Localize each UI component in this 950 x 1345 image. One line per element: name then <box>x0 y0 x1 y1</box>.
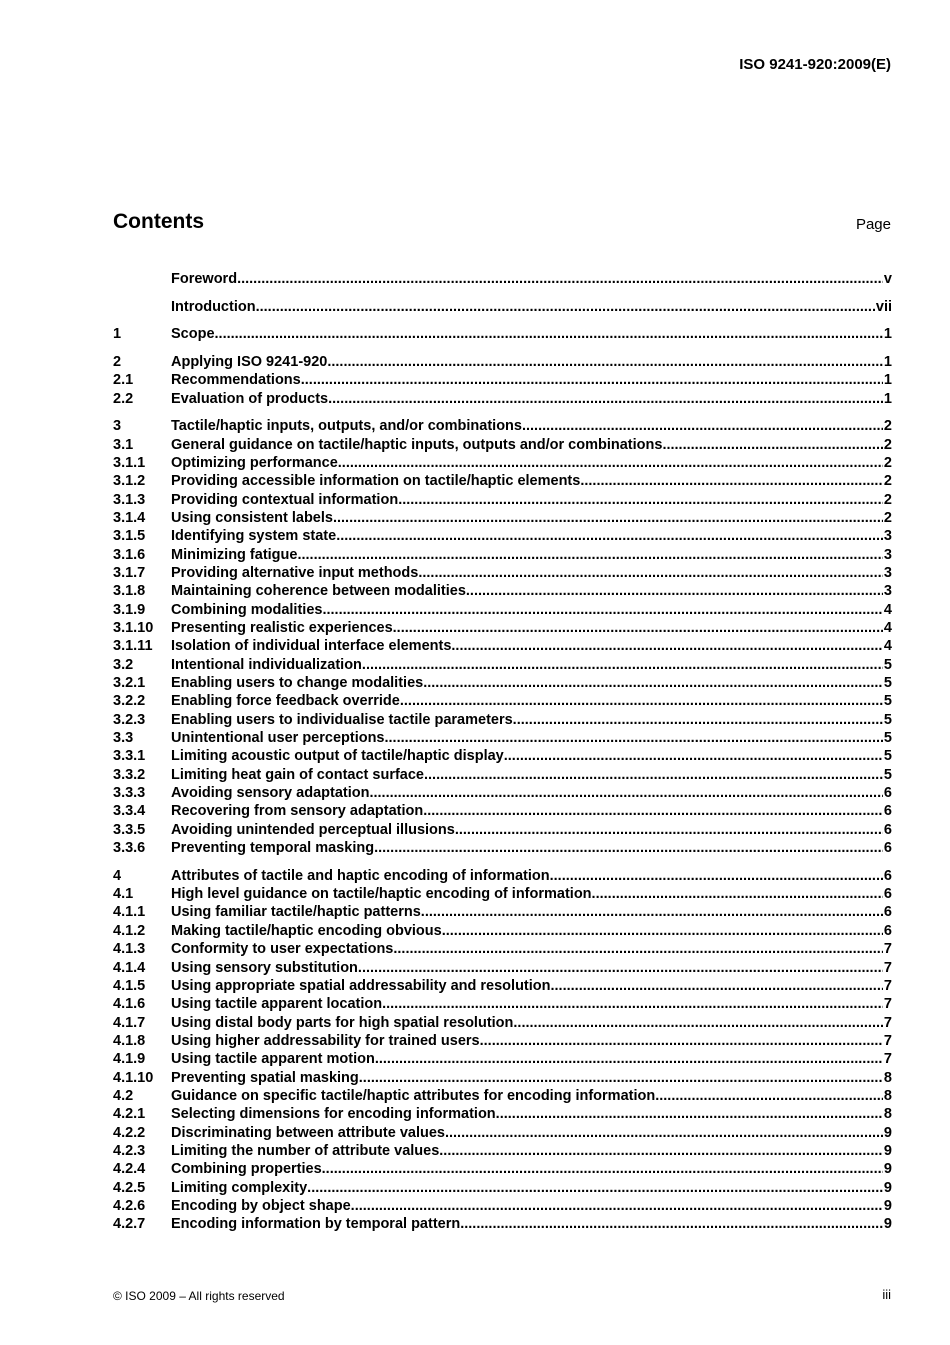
toc-entry-number: 3.3.1 <box>113 748 146 765</box>
toc-entry-number: 3.3.6 <box>113 840 146 857</box>
toc-entry[interactable] <box>113 472 892 490</box>
toc-entry-number: 3.1.1 <box>113 454 146 471</box>
toc-entry-title: General guidance on tactile/haptic inputs, outputs and/or combinations <box>171 436 663 453</box>
toc-entry-page: 8 <box>883 1087 892 1104</box>
toc-entry-page: 9 <box>883 1197 892 1214</box>
toc-leader-dots <box>393 619 883 637</box>
toc-entry-page: 8 <box>883 1106 892 1123</box>
toc-entry[interactable] <box>113 491 892 509</box>
toc-leader-dots <box>336 527 883 545</box>
toc-entry-page: 4 <box>883 620 892 637</box>
toc-leader-dots <box>496 1105 883 1123</box>
toc-entry-page: vii <box>875 298 892 315</box>
toc-leader-dots <box>215 325 883 343</box>
toc-entry-title: Preventing spatial masking <box>171 1069 359 1086</box>
toc-leader-dots <box>338 454 883 472</box>
toc-entry-title: Using consistent labels <box>171 509 333 526</box>
toc-entry[interactable] <box>113 298 892 316</box>
toc-entry-page: 7 <box>883 959 892 976</box>
toc-entry-title: Avoiding unintended perceptual illusions <box>171 821 455 838</box>
toc-entry-title: Using familiar tactile/haptic patterns <box>171 904 421 921</box>
toc-entry[interactable] <box>113 747 892 765</box>
toc-entry[interactable] <box>113 546 892 564</box>
toc-entry[interactable] <box>113 802 892 820</box>
toc-entry-title: Selecting dimensions for encoding information <box>171 1106 496 1123</box>
toc-entry[interactable] <box>113 1032 892 1050</box>
toc-entry[interactable] <box>113 940 892 958</box>
toc-entry-number: 3.1.4 <box>113 509 146 526</box>
toc-entry[interactable] <box>113 371 892 389</box>
toc-entry-title: Preventing temporal masking <box>171 840 375 857</box>
toc-entry-number: 4.2 <box>113 1087 134 1104</box>
toc-entry[interactable] <box>113 454 892 472</box>
toc-leader-dots <box>504 747 883 765</box>
toc-entry[interactable] <box>113 1087 892 1105</box>
toc-entry[interactable] <box>113 582 892 600</box>
toc-entry-title: Using sensory substitution <box>171 959 358 976</box>
toc-leader-dots <box>322 1160 883 1178</box>
toc-entry[interactable] <box>113 903 892 921</box>
toc-entry-title: Minimizing fatigue <box>171 546 298 563</box>
toc-entry-number: 4.1.9 <box>113 1051 146 1068</box>
toc-leader-dots <box>445 1124 883 1142</box>
toc-entry[interactable] <box>113 637 892 655</box>
toc-entry[interactable] <box>113 784 892 802</box>
toc-entry[interactable] <box>113 1215 892 1233</box>
toc-entry-page: 5 <box>883 730 892 747</box>
toc-entry[interactable] <box>113 1105 892 1123</box>
toc-entry-page: 9 <box>883 1161 892 1178</box>
toc-entry-page: 6 <box>883 904 892 921</box>
toc-entry[interactable] <box>113 922 892 940</box>
table-of-contents <box>113 270 892 1234</box>
toc-entry-number: 4.1 <box>113 886 134 903</box>
toc-entry-number: 4.2.3 <box>113 1142 146 1159</box>
toc-entry-title: Using appropriate spatial addressability and resolution <box>171 977 551 994</box>
toc-entry-title: Enabling users to individualise tactile parameters <box>171 711 513 728</box>
toc-entry-number: 4.1.3 <box>113 941 146 958</box>
toc-leader-dots <box>580 472 883 490</box>
toc-leader-dots <box>374 839 883 857</box>
page-title: Contents <box>113 210 204 233</box>
toc-entry-number: 3.2.2 <box>113 693 146 710</box>
toc-entry[interactable] <box>113 867 892 885</box>
toc-entry-number: 3.1.8 <box>113 583 146 600</box>
toc-entry-page: 7 <box>883 996 892 1013</box>
toc-entry-title: Identifying system state <box>171 528 337 545</box>
toc-entry-title: Combining properties <box>171 1161 322 1178</box>
toc-entry-page: 5 <box>883 656 892 673</box>
toc-leader-dots <box>398 491 883 509</box>
toc-entry-title: Limiting complexity <box>171 1179 308 1196</box>
toc-entry-title: Tactile/haptic inputs, outputs, and/or combinations <box>171 418 522 435</box>
toc-leader-dots <box>662 436 882 454</box>
toc-leader-dots <box>400 692 883 710</box>
toc-entry-page: 4 <box>883 638 892 655</box>
toc-entry[interactable] <box>113 1124 892 1142</box>
toc-entry[interactable] <box>113 839 892 857</box>
toc-entry-number: 4.1.6 <box>113 996 146 1013</box>
toc-leader-dots <box>328 390 883 408</box>
toc-leader-dots <box>592 885 883 903</box>
toc-entry-title: Enabling force feedback override <box>171 693 400 710</box>
page-number: iii <box>882 1287 891 1302</box>
toc-entry[interactable] <box>113 977 892 995</box>
toc-leader-dots <box>423 674 883 692</box>
toc-entry-page: 7 <box>883 1032 892 1049</box>
toc-entry[interactable] <box>113 1197 892 1215</box>
toc-entry-page: 7 <box>883 941 892 958</box>
toc-entry-title: Isolation of individual interface elements <box>171 638 452 655</box>
toc-entry-title: Using distal body parts for high spatial resolution <box>171 1014 514 1031</box>
page-column-label: Page <box>855 216 891 233</box>
toc-leader-dots <box>655 1087 883 1105</box>
toc-entry-title: Intentional individualization <box>171 656 362 673</box>
toc-entry-number: 3.3.5 <box>113 821 146 838</box>
toc-entry-title: Recovering from sensory adaptation <box>171 803 424 820</box>
toc-entry-number: 3.1.6 <box>113 546 146 563</box>
toc-entry-number: 2.2 <box>113 390 134 407</box>
toc-leader-dots <box>375 1050 883 1068</box>
toc-entry-page: 7 <box>883 977 892 994</box>
toc-entry-title: High level guidance on tactile/haptic encoding of information <box>171 886 592 903</box>
toc-entry-title: Making tactile/haptic encoding obvious <box>171 922 442 939</box>
toc-entry-page: 6 <box>883 922 892 939</box>
toc-leader-dots <box>297 546 882 564</box>
toc-leader-dots <box>513 711 883 729</box>
toc-entry-page: 6 <box>883 840 892 857</box>
toc-leader-dots <box>423 802 883 820</box>
toc-leader-dots <box>551 977 883 995</box>
toc-entry-page: 6 <box>883 867 892 884</box>
toc-entry[interactable] <box>113 390 892 408</box>
toc-entry-number: 3.2 <box>113 656 134 673</box>
toc-leader-dots <box>451 637 883 655</box>
toc-entry-title: Limiting heat gain of contact surface <box>171 766 424 783</box>
toc-entry[interactable] <box>113 325 892 343</box>
toc-entry-title: Attributes of tactile and haptic encoding of information <box>171 867 550 884</box>
toc-entry-number: 3 <box>113 418 122 435</box>
toc-entry[interactable] <box>113 601 892 619</box>
toc-entry-number: 2.1 <box>113 372 134 389</box>
toc-entry-title: Unintentional user perceptions <box>171 730 385 747</box>
toc-leader-dots <box>385 729 883 747</box>
toc-entry-page: 2 <box>883 491 892 508</box>
toc-entry-page: 4 <box>883 601 892 618</box>
toc-entry[interactable] <box>113 711 892 729</box>
toc-leader-dots <box>550 867 883 885</box>
toc-entry-number: 3.1 <box>113 436 134 453</box>
toc-entry-title: Discriminating between attribute values <box>171 1124 445 1141</box>
toc-entry-number: 3.2.1 <box>113 675 146 692</box>
toc-entry-page: 9 <box>883 1124 892 1141</box>
toc-entry-page: 6 <box>883 803 892 820</box>
toc-entry-number: 3.1.2 <box>113 473 146 490</box>
toc-entry-number: 3.1.3 <box>113 491 146 508</box>
toc-entry-page: 8 <box>883 1069 892 1086</box>
toc-entry-number: 3.1.9 <box>113 601 146 618</box>
toc-leader-dots <box>359 1069 883 1087</box>
toc-entry-page: 9 <box>883 1142 892 1159</box>
toc-leader-dots <box>322 601 882 619</box>
toc-leader-dots <box>513 1014 883 1032</box>
toc-leader-dots <box>362 656 883 674</box>
toc-entry-page: v <box>883 271 892 287</box>
toc-entry-title: Encoding by object shape <box>171 1197 351 1214</box>
toc-leader-dots <box>480 1032 883 1050</box>
toc-entry[interactable] <box>113 1050 892 1068</box>
toc-entry[interactable] <box>113 353 892 371</box>
toc-entry-page: 7 <box>883 1014 892 1031</box>
toc-entry-title: Scope <box>171 326 215 343</box>
toc-entry-title: Introduction <box>171 298 256 315</box>
toc-entry-number: 4.2.5 <box>113 1179 146 1196</box>
toc-entry-number: 4.1.4 <box>113 959 146 976</box>
toc-entry-page: 5 <box>883 693 892 710</box>
toc-entry-page: 6 <box>883 886 892 903</box>
toc-entry-number: 3.3.2 <box>113 766 146 783</box>
toc-entry-title: Limiting the number of attribute values <box>171 1142 440 1159</box>
toc-entry[interactable] <box>113 885 892 903</box>
toc-entry[interactable] <box>113 1160 892 1178</box>
toc-entry-page: 5 <box>883 711 892 728</box>
toc-entry-number: 2 <box>113 353 122 370</box>
toc-entry[interactable] <box>113 1179 892 1197</box>
toc-leader-dots <box>307 1179 883 1197</box>
toc-entry-page: 7 <box>883 1051 892 1068</box>
copyright-footer: © ISO 2009 – All rights reserved <box>113 1289 285 1303</box>
toc-entry-number: 3.1.7 <box>113 565 146 581</box>
toc-leader-dots <box>442 922 883 940</box>
toc-entry-page: 3 <box>883 546 892 563</box>
toc-entry[interactable] <box>113 674 892 692</box>
toc-entry-number: 3.1.11 <box>113 638 153 655</box>
toc-leader-dots <box>466 582 883 600</box>
toc-entry[interactable] <box>113 527 892 545</box>
toc-leader-dots <box>351 1197 883 1215</box>
toc-leader-dots <box>424 766 883 784</box>
toc-entry-title: Providing contextual information <box>171 491 399 508</box>
toc-entry-title: Evaluation of products <box>171 390 329 407</box>
toc-entry-page: 1 <box>883 353 892 370</box>
toc-entry-title: Recommendations <box>171 372 301 389</box>
toc-entry-title: Providing accessible information on tactile/haptic elements <box>171 473 581 490</box>
toc-entry-page: 5 <box>883 675 892 692</box>
toc-leader-dots <box>333 509 883 527</box>
toc-entry-number: 4.1.8 <box>113 1032 146 1049</box>
toc-entry-title: Using higher addressability for trained users <box>171 1032 480 1049</box>
toc-entry-page: 6 <box>883 821 892 838</box>
toc-entry-title: Combining modalities <box>171 601 323 618</box>
toc-entry-title: Providing alternative input methods <box>171 565 419 581</box>
toc-entry[interactable] <box>113 270 892 288</box>
toc-entry[interactable] <box>113 417 892 435</box>
toc-entry-number: 4.1.1 <box>113 904 146 921</box>
toc-leader-dots <box>382 995 883 1013</box>
toc-entry-page: 1 <box>883 372 892 389</box>
toc-entry[interactable] <box>113 509 892 527</box>
toc-leader-dots <box>418 564 883 582</box>
toc-entry-title: Encoding information by temporal pattern <box>171 1216 461 1233</box>
toc-leader-dots <box>421 903 883 921</box>
toc-entry-title: Applying ISO 9241-920 <box>171 353 328 370</box>
toc-entry-page: 3 <box>883 583 892 600</box>
toc-entry-page: 9 <box>883 1179 892 1196</box>
toc-entry[interactable] <box>113 436 892 454</box>
toc-entry-page: 9 <box>883 1216 892 1233</box>
toc-entry-title: Using tactile apparent motion <box>171 1051 375 1068</box>
toc-entry[interactable] <box>113 692 892 710</box>
toc-entry[interactable] <box>113 959 892 977</box>
toc-entry-title: Conformity to user expectations <box>171 941 394 958</box>
toc-entry-number: 4.2.7 <box>113 1216 146 1233</box>
toc-entry-number: 4.2.6 <box>113 1197 146 1214</box>
toc-entry-title: Maintaining coherence between modalities <box>171 583 466 600</box>
toc-entry-title: Guidance on specific tactile/haptic attributes for encoding information <box>171 1087 656 1104</box>
toc-entry-page: 2 <box>883 473 892 490</box>
toc-entry[interactable] <box>113 564 892 582</box>
toc-entry[interactable] <box>113 1069 892 1087</box>
toc-entry-page: 2 <box>883 418 892 435</box>
toc-entry-number: 3.1.10 <box>113 620 154 637</box>
toc-entry-number: 3.1.5 <box>113 528 146 545</box>
toc-entry-title: Avoiding sensory adaptation <box>171 785 370 802</box>
toc-entry-number: 1 <box>113 326 122 343</box>
toc-leader-dots <box>327 353 883 371</box>
toc-entry-number: 3.3 <box>113 730 134 747</box>
toc-entry[interactable] <box>113 729 892 747</box>
toc-entry-page: 6 <box>883 785 892 802</box>
toc-leader-dots <box>460 1215 883 1233</box>
toc-entry-title: Presenting realistic experiences <box>171 620 393 637</box>
toc-entry-title: Optimizing performance <box>171 454 338 471</box>
toc-leader-dots <box>439 1142 883 1160</box>
toc-entry-title: Foreword <box>171 271 238 287</box>
toc-entry[interactable] <box>113 766 892 784</box>
toc-entry-title: Limiting acoustic output of tactile/haptic display <box>171 748 504 765</box>
toc-entry[interactable] <box>113 1014 892 1032</box>
toc-entry-title: Enabling users to change modalities <box>171 675 424 692</box>
toc-entry-page: 5 <box>883 766 892 783</box>
toc-entry-number: 4.1.10 <box>113 1069 154 1086</box>
toc-entry-page: 2 <box>883 436 892 453</box>
toc-leader-dots <box>256 298 875 316</box>
toc-entry-number: 3.2.3 <box>113 711 146 728</box>
toc-entry[interactable] <box>113 656 892 674</box>
toc-entry-number: 4.1.2 <box>113 922 146 939</box>
toc-leader-dots <box>522 417 883 435</box>
toc-entry-number: 4.2.2 <box>113 1124 146 1141</box>
toc-entry[interactable] <box>113 821 892 839</box>
toc-entry-page: 3 <box>883 565 892 581</box>
toc-entry-page: 1 <box>883 326 892 343</box>
toc-entry-page: 5 <box>883 748 892 765</box>
toc-entry-page: 1 <box>883 390 892 407</box>
toc-entry[interactable] <box>113 619 892 637</box>
toc-entry-title: Using tactile apparent location <box>171 996 383 1013</box>
toc-entry-number: 4.1.5 <box>113 977 146 994</box>
toc-entry-number: 4 <box>113 867 122 884</box>
toc-leader-dots <box>369 784 882 802</box>
toc-entry-number: 4.1.7 <box>113 1014 146 1031</box>
toc-entry-page: 2 <box>883 454 892 471</box>
toc-entry-page: 2 <box>883 509 892 526</box>
toc-entry-page: 3 <box>883 528 892 545</box>
toc-leader-dots <box>393 940 883 958</box>
toc-entry-number: 4.2.4 <box>113 1161 146 1178</box>
toc-leader-dots <box>237 270 883 288</box>
toc-entry[interactable] <box>113 995 892 1013</box>
toc-leader-dots <box>301 371 883 389</box>
toc-leader-dots <box>358 959 883 977</box>
toc-leader-dots <box>455 821 883 839</box>
document-id-header: ISO 9241-920:2009(E) <box>739 56 891 73</box>
toc-entry[interactable] <box>113 1142 892 1160</box>
toc-entry-number: 4.2.1 <box>113 1106 146 1123</box>
toc-entry-number: 3.3.4 <box>113 803 146 820</box>
toc-entry-number: 3.3.3 <box>113 785 146 802</box>
